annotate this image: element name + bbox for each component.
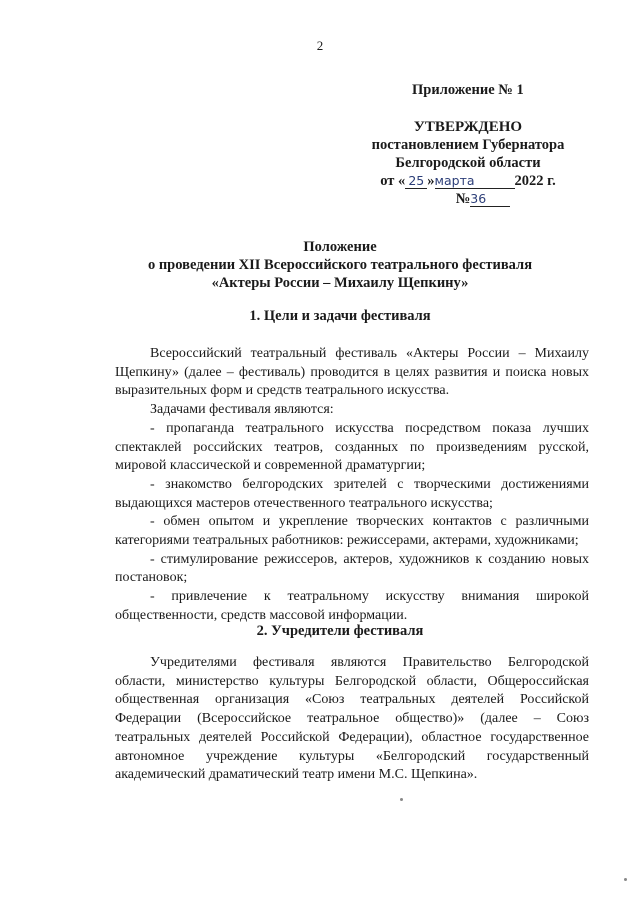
- scan-speck: [400, 798, 403, 801]
- date-day: 25: [405, 173, 427, 189]
- title-line-2: о проведении XII Всероссийского театрального фестиваля: [147, 257, 533, 273]
- title-line-3: «Актеры России – Михаилу Щепкину»: [211, 275, 469, 291]
- date-mid: »: [427, 173, 435, 189]
- task-item: - обмен опытом и укрепление творческих контактов с различными категориями театральных работников: режиссерами, актерами, художниками;: [115, 514, 589, 549]
- section-1-heading: 1. Цели и задачи фестиваля: [249, 308, 431, 324]
- section-2-text: Учредителями фестиваля являются Правительство Белгородской области, министерство культуры Белгородской области, Общероссийская общественная организация «Союз театральных деятелей Российской Федерации (Всероссийское театральное общество)» (далее – Союз театральных деятелей Российской Федерации), областное государственное автономное учреждение культуры «Белгородский государственный академический драматический театр имени М.С. Щепкина».: [115, 655, 589, 783]
- date-month: марта: [435, 173, 515, 189]
- section-2-heading: 2. Учредители фестиваля: [256, 623, 424, 639]
- number-prefix: №: [455, 191, 471, 207]
- task-item: - стимулирование режиссеров, актеров, художников к созданию новых постановок;: [115, 551, 589, 586]
- task-item: - привлечение к театральному искусству внимания широкой общественности, средств массовой информации.: [115, 589, 589, 623]
- date-year: 2022 г.: [514, 173, 556, 189]
- appendix-label: Приложение № 1: [412, 82, 524, 98]
- approval-block: [362, 118, 574, 208]
- approval-number: [392, 190, 574, 208]
- document-title: [80, 238, 600, 292]
- approval-title: УТВЕРЖДЕНО: [413, 119, 523, 135]
- scan-speck: [624, 878, 627, 881]
- date-prefix: от «: [380, 173, 406, 189]
- number-value: 36: [470, 191, 510, 207]
- section-1-intro: Всероссийский театральный фестиваль «Актеры России – Михаилу Щепкину» (далее – фестиваль) проводится в целях развития и поиска новых выразительных форм и средств театрального искусства.: [115, 346, 589, 399]
- approval-date: [362, 172, 574, 190]
- title-line-1: Положение: [303, 239, 377, 255]
- task-item: - знакомство белгородских зрителей с творческими достижениями выдающихся мастеров отечественного театрального искусства;: [115, 476, 589, 511]
- tasks-label: Задачами фестиваля являются:: [150, 402, 334, 418]
- approval-line-2: Белгородской области: [395, 155, 541, 171]
- section-1-body: [115, 345, 589, 626]
- page-number: 2: [316, 38, 324, 53]
- approval-line-1: постановлением Губернатора: [371, 137, 565, 153]
- task-item: - пропаганда театрального искусства посредством показа лучших спектаклей российских театров, созданных по произведениям русской, мировой классической и современной драматургии;: [115, 420, 589, 474]
- section-2-body: [115, 654, 589, 785]
